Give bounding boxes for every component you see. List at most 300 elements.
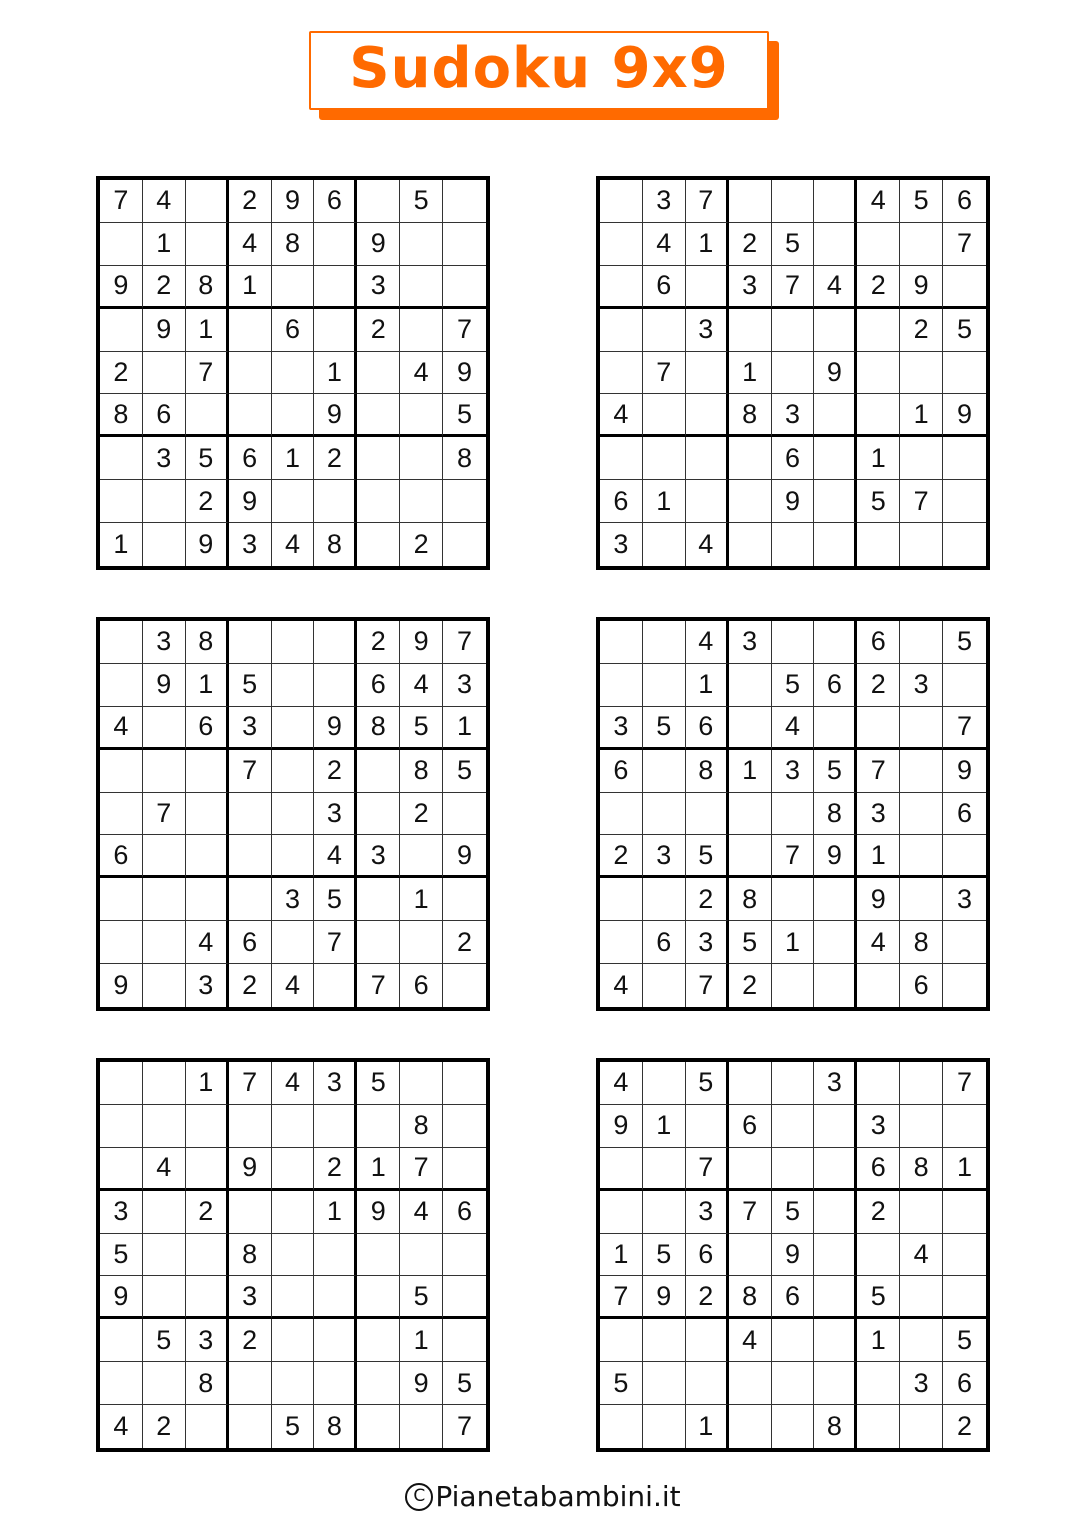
sudoku-cell[interactable]: 9 <box>400 621 443 664</box>
sudoku-cell[interactable]: 6 <box>643 921 686 964</box>
sudoku-cell[interactable] <box>729 309 772 352</box>
sudoku-cell[interactable] <box>900 1105 943 1148</box>
sudoku-cell[interactable] <box>272 266 315 309</box>
sudoku-cell[interactable] <box>357 437 400 480</box>
sudoku-cell[interactable]: 2 <box>143 266 186 309</box>
sudoku-cell[interactable]: 4 <box>272 1062 315 1105</box>
sudoku-cell[interactable]: 5 <box>600 1362 643 1405</box>
sudoku-cell[interactable]: 9 <box>643 1276 686 1319</box>
sudoku-cell[interactable] <box>943 921 986 964</box>
sudoku-cell[interactable]: 7 <box>943 707 986 750</box>
sudoku-cell[interactable] <box>857 223 900 266</box>
sudoku-cell[interactable]: 3 <box>900 664 943 707</box>
sudoku-cell[interactable] <box>643 1148 686 1191</box>
sudoku-cell[interactable] <box>686 352 729 395</box>
sudoku-cell[interactable]: 4 <box>143 1148 186 1191</box>
sudoku-cell[interactable] <box>857 523 900 566</box>
sudoku-cell[interactable] <box>443 1105 486 1148</box>
sudoku-cell[interactable] <box>272 1276 315 1319</box>
sudoku-cell[interactable] <box>272 1191 315 1234</box>
sudoku-cell[interactable]: 7 <box>314 921 357 964</box>
sudoku-cell[interactable]: 5 <box>400 1276 443 1319</box>
sudoku-cell[interactable] <box>100 480 143 523</box>
sudoku-cell[interactable]: 1 <box>686 223 729 266</box>
sudoku-cell[interactable] <box>600 309 643 352</box>
sudoku-cell[interactable] <box>272 793 315 836</box>
sudoku-cell[interactable] <box>900 1319 943 1362</box>
sudoku-cell[interactable]: 8 <box>900 921 943 964</box>
sudoku-cell[interactable]: 8 <box>900 1148 943 1191</box>
sudoku-cell[interactable] <box>600 793 643 836</box>
sudoku-cell[interactable]: 1 <box>857 835 900 878</box>
sudoku-cell[interactable] <box>357 750 400 793</box>
sudoku-cell[interactable] <box>729 1362 772 1405</box>
sudoku-cell[interactable] <box>643 1319 686 1362</box>
sudoku-cell[interactable] <box>900 223 943 266</box>
sudoku-cell[interactable] <box>314 223 357 266</box>
sudoku-cell[interactable] <box>272 621 315 664</box>
sudoku-cell[interactable]: 3 <box>357 835 400 878</box>
sudoku-cell[interactable] <box>600 180 643 223</box>
sudoku-cell[interactable] <box>357 921 400 964</box>
sudoku-cell[interactable]: 7 <box>186 352 229 395</box>
sudoku-cell[interactable] <box>643 1062 686 1105</box>
sudoku-cell[interactable]: 6 <box>943 793 986 836</box>
sudoku-cell[interactable] <box>186 793 229 836</box>
sudoku-cell[interactable] <box>272 1105 315 1148</box>
sudoku-cell[interactable] <box>600 1319 643 1362</box>
sudoku-cell[interactable] <box>357 523 400 566</box>
sudoku-cell[interactable]: 2 <box>314 750 357 793</box>
sudoku-cell[interactable] <box>272 1319 315 1362</box>
sudoku-cell[interactable]: 2 <box>957 1411 973 1442</box>
sudoku-cell[interactable] <box>772 1148 815 1191</box>
sudoku-cell[interactable] <box>900 437 943 480</box>
sudoku-cell[interactable] <box>943 523 986 566</box>
sudoku-cell[interactable] <box>272 835 315 878</box>
sudoku-cell[interactable] <box>643 523 686 566</box>
sudoku-cell[interactable] <box>314 1105 357 1148</box>
sudoku-cell[interactable] <box>143 964 186 1007</box>
sudoku-cell[interactable] <box>143 921 186 964</box>
sudoku-cell[interactable]: 3 <box>729 621 772 664</box>
sudoku-cell[interactable] <box>100 921 143 964</box>
sudoku-cell[interactable] <box>943 1105 986 1148</box>
sudoku-cell[interactable] <box>686 266 729 309</box>
sudoku-cell[interactable] <box>186 1405 229 1448</box>
sudoku-cell[interactable] <box>814 1362 857 1405</box>
sudoku-cell[interactable] <box>143 835 186 878</box>
sudoku-cell[interactable] <box>600 437 643 480</box>
sudoku-cell[interactable]: 2 <box>357 309 400 352</box>
sudoku-cell[interactable] <box>100 750 143 793</box>
sudoku-cell[interactable]: 3 <box>229 1276 272 1319</box>
sudoku-cell[interactable]: 3 <box>643 835 686 878</box>
sudoku-cell[interactable]: 4 <box>400 664 443 707</box>
sudoku-cell[interactable]: 1 <box>186 309 229 352</box>
sudoku-cell[interactable] <box>943 266 986 309</box>
sudoku-cell[interactable] <box>729 793 772 836</box>
sudoku-cell[interactable] <box>772 180 815 223</box>
sudoku-cell[interactable] <box>943 352 986 395</box>
sudoku-cell[interactable]: 8 <box>686 750 729 793</box>
sudoku-cell[interactable] <box>814 480 857 523</box>
sudoku-cell[interactable]: 6 <box>857 1148 900 1191</box>
sudoku-cell[interactable] <box>814 878 857 921</box>
sudoku-cell[interactable] <box>772 1362 815 1405</box>
sudoku-cell[interactable]: 4 <box>857 180 900 223</box>
sudoku-cell[interactable]: 8 <box>729 394 772 437</box>
sudoku-cell[interactable] <box>814 1191 857 1234</box>
sudoku-cell[interactable]: 7 <box>772 835 815 878</box>
sudoku-cell[interactable]: 4 <box>314 835 357 878</box>
sudoku-cell[interactable]: 3 <box>100 1191 143 1234</box>
sudoku-cell[interactable] <box>229 1405 272 1448</box>
sudoku-cell[interactable]: 5 <box>772 223 815 266</box>
sudoku-cell[interactable] <box>772 878 815 921</box>
sudoku-cell[interactable]: 4 <box>100 707 143 750</box>
sudoku-cell[interactable]: 5 <box>772 664 815 707</box>
sudoku-cell[interactable]: 5 <box>100 1234 143 1277</box>
sudoku-cell[interactable] <box>314 664 357 707</box>
sudoku-cell[interactable]: 2 <box>900 309 943 352</box>
sudoku-cell[interactable]: 1 <box>772 921 815 964</box>
sudoku-cell[interactable]: 3 <box>943 878 986 921</box>
sudoku-cell[interactable]: 7 <box>686 1148 729 1191</box>
sudoku-cell[interactable] <box>729 1062 772 1105</box>
sudoku-cell[interactable]: 7 <box>100 180 143 223</box>
sudoku-cell[interactable] <box>643 621 686 664</box>
sudoku-cell[interactable]: 1 <box>229 266 272 309</box>
sudoku-cell[interactable] <box>100 621 143 664</box>
sudoku-cell[interactable] <box>814 223 857 266</box>
sudoku-cell[interactable] <box>686 394 729 437</box>
sudoku-cell[interactable] <box>143 707 186 750</box>
sudoku-cell[interactable] <box>729 1405 772 1448</box>
sudoku-cell[interactable] <box>686 480 729 523</box>
sudoku-cell[interactable] <box>186 835 229 878</box>
sudoku-cell[interactable] <box>229 1362 272 1405</box>
sudoku-cell[interactable]: 2 <box>857 1191 900 1234</box>
sudoku-cell[interactable] <box>772 309 815 352</box>
sudoku-cell[interactable]: 3 <box>314 1062 357 1105</box>
sudoku-cell[interactable] <box>900 1405 943 1448</box>
sudoku-cell[interactable]: 1 <box>186 1062 229 1105</box>
sudoku-cell[interactable]: 5 <box>143 1319 186 1362</box>
sudoku-cell[interactable] <box>643 964 686 1007</box>
sudoku-cell[interactable]: 5 <box>443 1362 486 1405</box>
sudoku-cell[interactable]: 3 <box>686 1191 729 1234</box>
sudoku-cell[interactable]: 6 <box>186 707 229 750</box>
sudoku-cell[interactable]: 4 <box>100 1405 143 1448</box>
sudoku-cell[interactable]: 4 <box>600 964 643 1007</box>
sudoku-cell[interactable] <box>100 437 143 480</box>
sudoku-cell[interactable]: 4 <box>272 523 315 566</box>
sudoku-cell[interactable]: 4 <box>900 1234 943 1277</box>
sudoku-cell[interactable] <box>729 480 772 523</box>
sudoku-cell[interactable]: 3 <box>314 793 357 836</box>
sudoku-cell[interactable]: 5 <box>400 707 443 750</box>
sudoku-cell[interactable] <box>857 309 900 352</box>
sudoku-cell[interactable] <box>186 180 229 223</box>
sudoku-cell[interactable] <box>272 394 315 437</box>
sudoku-cell[interactable] <box>900 750 943 793</box>
sudoku-cell[interactable]: 7 <box>457 1411 473 1442</box>
sudoku-cell[interactable]: 9 <box>272 180 315 223</box>
sudoku-cell[interactable]: 5 <box>900 180 943 223</box>
sudoku-cell[interactable] <box>643 1405 686 1448</box>
sudoku-cell[interactable] <box>229 793 272 836</box>
sudoku-cell[interactable]: 6 <box>643 266 686 309</box>
sudoku-cell[interactable] <box>314 1234 357 1277</box>
sudoku-cell[interactable] <box>272 921 315 964</box>
sudoku-cell[interactable]: 8 <box>186 621 229 664</box>
sudoku-cell[interactable] <box>400 835 443 878</box>
sudoku-cell[interactable]: 2 <box>100 352 143 395</box>
sudoku-cell[interactable]: 2 <box>229 964 272 1007</box>
sudoku-cell[interactable]: 1 <box>272 437 315 480</box>
sudoku-cell[interactable]: 1 <box>314 1191 357 1234</box>
sudoku-cell[interactable]: 9 <box>600 1105 643 1148</box>
sudoku-cell[interactable]: 5 <box>729 921 772 964</box>
sudoku-cell[interactable]: 9 <box>772 1234 815 1277</box>
sudoku-cell[interactable]: 3 <box>814 1062 857 1105</box>
sudoku-cell[interactable]: 9 <box>443 835 486 878</box>
sudoku-cell[interactable] <box>272 750 315 793</box>
sudoku-cell[interactable] <box>186 394 229 437</box>
sudoku-cell[interactable]: 5 <box>772 1191 815 1234</box>
sudoku-cell[interactable] <box>643 1191 686 1234</box>
sudoku-cell[interactable] <box>857 1362 900 1405</box>
sudoku-cell[interactable]: 1 <box>314 352 357 395</box>
sudoku-cell[interactable] <box>600 621 643 664</box>
sudoku-cell[interactable]: 1 <box>943 1148 986 1191</box>
sudoku-cell[interactable]: 2 <box>857 664 900 707</box>
sudoku-cell[interactable]: 2 <box>186 480 229 523</box>
sudoku-cell[interactable] <box>900 878 943 921</box>
sudoku-cell[interactable] <box>600 878 643 921</box>
sudoku-cell[interactable] <box>600 921 643 964</box>
sudoku-cell[interactable] <box>643 309 686 352</box>
sudoku-cell[interactable] <box>272 1148 315 1191</box>
sudoku-cell[interactable] <box>443 1276 486 1319</box>
sudoku-cell[interactable] <box>229 394 272 437</box>
sudoku-cell[interactable] <box>814 1276 857 1319</box>
sudoku-cell[interactable] <box>357 793 400 836</box>
sudoku-cell[interactable]: 8 <box>186 1362 229 1405</box>
sudoku-cell[interactable]: 7 <box>729 1191 772 1234</box>
sudoku-cell[interactable]: 6 <box>943 180 986 223</box>
sudoku-cell[interactable]: 4 <box>729 1319 772 1362</box>
sudoku-cell[interactable]: 1 <box>100 523 143 566</box>
sudoku-cell[interactable] <box>600 1191 643 1234</box>
sudoku-cell[interactable] <box>443 964 486 1007</box>
sudoku-cell[interactable] <box>643 394 686 437</box>
sudoku-cell[interactable] <box>357 480 400 523</box>
sudoku-cell[interactable]: 7 <box>857 750 900 793</box>
sudoku-cell[interactable] <box>443 523 486 566</box>
sudoku-cell[interactable]: 8 <box>186 266 229 309</box>
sudoku-cell[interactable] <box>143 750 186 793</box>
sudoku-cell[interactable] <box>729 180 772 223</box>
sudoku-cell[interactable]: 8 <box>400 750 443 793</box>
sudoku-cell[interactable]: 1 <box>857 1319 900 1362</box>
sudoku-cell[interactable] <box>772 793 815 836</box>
sudoku-cell[interactable] <box>229 878 272 921</box>
sudoku-cell[interactable] <box>729 835 772 878</box>
sudoku-cell[interactable]: 5 <box>272 1405 315 1448</box>
sudoku-cell[interactable] <box>943 835 986 878</box>
sudoku-cell[interactable] <box>600 1405 643 1448</box>
sudoku-cell[interactable] <box>600 352 643 395</box>
sudoku-cell[interactable]: 6 <box>857 621 900 664</box>
sudoku-cell[interactable] <box>314 621 357 664</box>
sudoku-cell[interactable]: 6 <box>729 1105 772 1148</box>
sudoku-cell[interactable] <box>857 1234 900 1277</box>
sudoku-cell[interactable] <box>400 266 443 309</box>
sudoku-cell[interactable] <box>600 664 643 707</box>
sudoku-cell[interactable]: 6 <box>600 750 643 793</box>
sudoku-cell[interactable] <box>943 1276 986 1319</box>
sudoku-cell[interactable]: 8 <box>400 1105 443 1148</box>
sudoku-cell[interactable]: 9 <box>143 664 186 707</box>
sudoku-cell[interactable]: 1 <box>729 352 772 395</box>
sudoku-cell[interactable] <box>814 1105 857 1148</box>
sudoku-cell[interactable]: 3 <box>643 180 686 223</box>
sudoku-cell[interactable]: 9 <box>857 878 900 921</box>
sudoku-cell[interactable] <box>943 964 986 1007</box>
sudoku-cell[interactable]: 5 <box>943 621 986 664</box>
sudoku-cell[interactable]: 1 <box>643 1105 686 1148</box>
sudoku-cell[interactable]: 3 <box>772 750 815 793</box>
sudoku-cell[interactable]: 5 <box>314 878 357 921</box>
sudoku-cell[interactable]: 9 <box>943 750 986 793</box>
sudoku-cell[interactable]: 1 <box>186 664 229 707</box>
sudoku-cell[interactable] <box>314 964 357 1007</box>
sudoku-cell[interactable]: 7 <box>772 266 815 309</box>
sudoku-cell[interactable] <box>357 1362 400 1405</box>
sudoku-cell[interactable] <box>686 1319 729 1362</box>
sudoku-cell[interactable]: 1 <box>143 223 186 266</box>
sudoku-cell[interactable]: 3 <box>772 394 815 437</box>
sudoku-cell[interactable] <box>814 1234 857 1277</box>
sudoku-cell[interactable]: 1 <box>643 480 686 523</box>
sudoku-cell[interactable] <box>443 223 486 266</box>
sudoku-cell[interactable]: 5 <box>686 835 729 878</box>
sudoku-cell[interactable]: 3 <box>686 921 729 964</box>
sudoku-cell[interactable] <box>857 964 900 1007</box>
sudoku-cell[interactable]: 5 <box>643 1234 686 1277</box>
sudoku-cell[interactable]: 5 <box>943 309 986 352</box>
sudoku-cell[interactable]: 8 <box>814 793 857 836</box>
sudoku-cell[interactable]: 7 <box>400 1148 443 1191</box>
sudoku-cell[interactable]: 2 <box>400 523 443 566</box>
sudoku-cell[interactable] <box>357 180 400 223</box>
sudoku-cell[interactable] <box>100 793 143 836</box>
sudoku-cell[interactable] <box>186 878 229 921</box>
sudoku-cell[interactable] <box>943 1191 986 1234</box>
sudoku-cell[interactable] <box>400 394 443 437</box>
sudoku-cell[interactable]: 5 <box>814 750 857 793</box>
sudoku-cell[interactable]: 8 <box>357 707 400 750</box>
sudoku-cell[interactable]: 9 <box>314 394 357 437</box>
sudoku-cell[interactable]: 5 <box>443 750 486 793</box>
sudoku-cell[interactable]: 9 <box>314 707 357 750</box>
sudoku-cell[interactable]: 6 <box>686 1234 729 1277</box>
sudoku-cell[interactable]: 6 <box>400 964 443 1007</box>
sudoku-cell[interactable] <box>900 1062 943 1105</box>
sudoku-cell[interactable] <box>857 352 900 395</box>
sudoku-cell[interactable]: 2 <box>314 437 357 480</box>
sudoku-cell[interactable]: 6 <box>772 437 815 480</box>
sudoku-cell[interactable] <box>686 1105 729 1148</box>
sudoku-cell[interactable] <box>443 793 486 836</box>
sudoku-cell[interactable]: 3 <box>272 878 315 921</box>
sudoku-cell[interactable] <box>772 1105 815 1148</box>
sudoku-cell[interactable] <box>229 1105 272 1148</box>
sudoku-cell[interactable] <box>143 1062 186 1105</box>
sudoku-cell[interactable] <box>643 664 686 707</box>
sudoku-cell[interactable]: 4 <box>272 964 315 1007</box>
sudoku-cell[interactable] <box>143 1105 186 1148</box>
sudoku-cell[interactable]: 3 <box>143 621 186 664</box>
sudoku-cell[interactable]: 3 <box>229 523 272 566</box>
sudoku-cell[interactable] <box>186 1148 229 1191</box>
sudoku-cell[interactable]: 2 <box>729 223 772 266</box>
sudoku-cell[interactable] <box>272 707 315 750</box>
sudoku-cell[interactable] <box>443 180 486 223</box>
sudoku-cell[interactable]: 9 <box>814 352 857 395</box>
sudoku-cell[interactable] <box>443 1319 486 1362</box>
sudoku-cell[interactable] <box>100 1148 143 1191</box>
sudoku-cell[interactable] <box>100 1105 143 1148</box>
sudoku-cell[interactable] <box>186 750 229 793</box>
sudoku-cell[interactable]: 6 <box>314 180 357 223</box>
sudoku-cell[interactable]: 1 <box>400 878 443 921</box>
sudoku-cell[interactable] <box>814 437 857 480</box>
sudoku-cell[interactable]: 9 <box>229 1148 272 1191</box>
sudoku-cell[interactable] <box>400 1234 443 1277</box>
sudoku-cell[interactable]: 8 <box>272 223 315 266</box>
sudoku-cell[interactable]: 6 <box>229 921 272 964</box>
sudoku-cell[interactable]: 9 <box>143 309 186 352</box>
sudoku-cell[interactable]: 9 <box>814 835 857 878</box>
sudoku-cell[interactable] <box>814 1148 857 1191</box>
sudoku-cell[interactable] <box>357 1276 400 1319</box>
sudoku-cell[interactable]: 9 <box>357 1191 400 1234</box>
sudoku-cell[interactable]: 4 <box>186 921 229 964</box>
sudoku-cell[interactable] <box>229 621 272 664</box>
sudoku-cell[interactable] <box>857 1405 900 1448</box>
sudoku-cell[interactable]: 6 <box>814 664 857 707</box>
sudoku-cell[interactable] <box>857 394 900 437</box>
sudoku-cell[interactable] <box>314 1319 357 1362</box>
sudoku-cell[interactable]: 2 <box>314 1148 357 1191</box>
sudoku-cell[interactable] <box>400 223 443 266</box>
sudoku-cell[interactable] <box>729 664 772 707</box>
sudoku-cell[interactable]: 2 <box>229 180 272 223</box>
sudoku-cell[interactable] <box>272 480 315 523</box>
sudoku-cell[interactable] <box>772 621 815 664</box>
sudoku-cell[interactable] <box>729 1148 772 1191</box>
sudoku-cell[interactable]: 1 <box>600 1234 643 1277</box>
sudoku-cell[interactable] <box>400 1405 443 1448</box>
sudoku-cell[interactable] <box>772 1062 815 1105</box>
sudoku-cell[interactable] <box>400 309 443 352</box>
sudoku-cell[interactable] <box>443 1062 486 1105</box>
sudoku-cell[interactable] <box>186 223 229 266</box>
sudoku-cell[interactable]: 7 <box>943 223 986 266</box>
